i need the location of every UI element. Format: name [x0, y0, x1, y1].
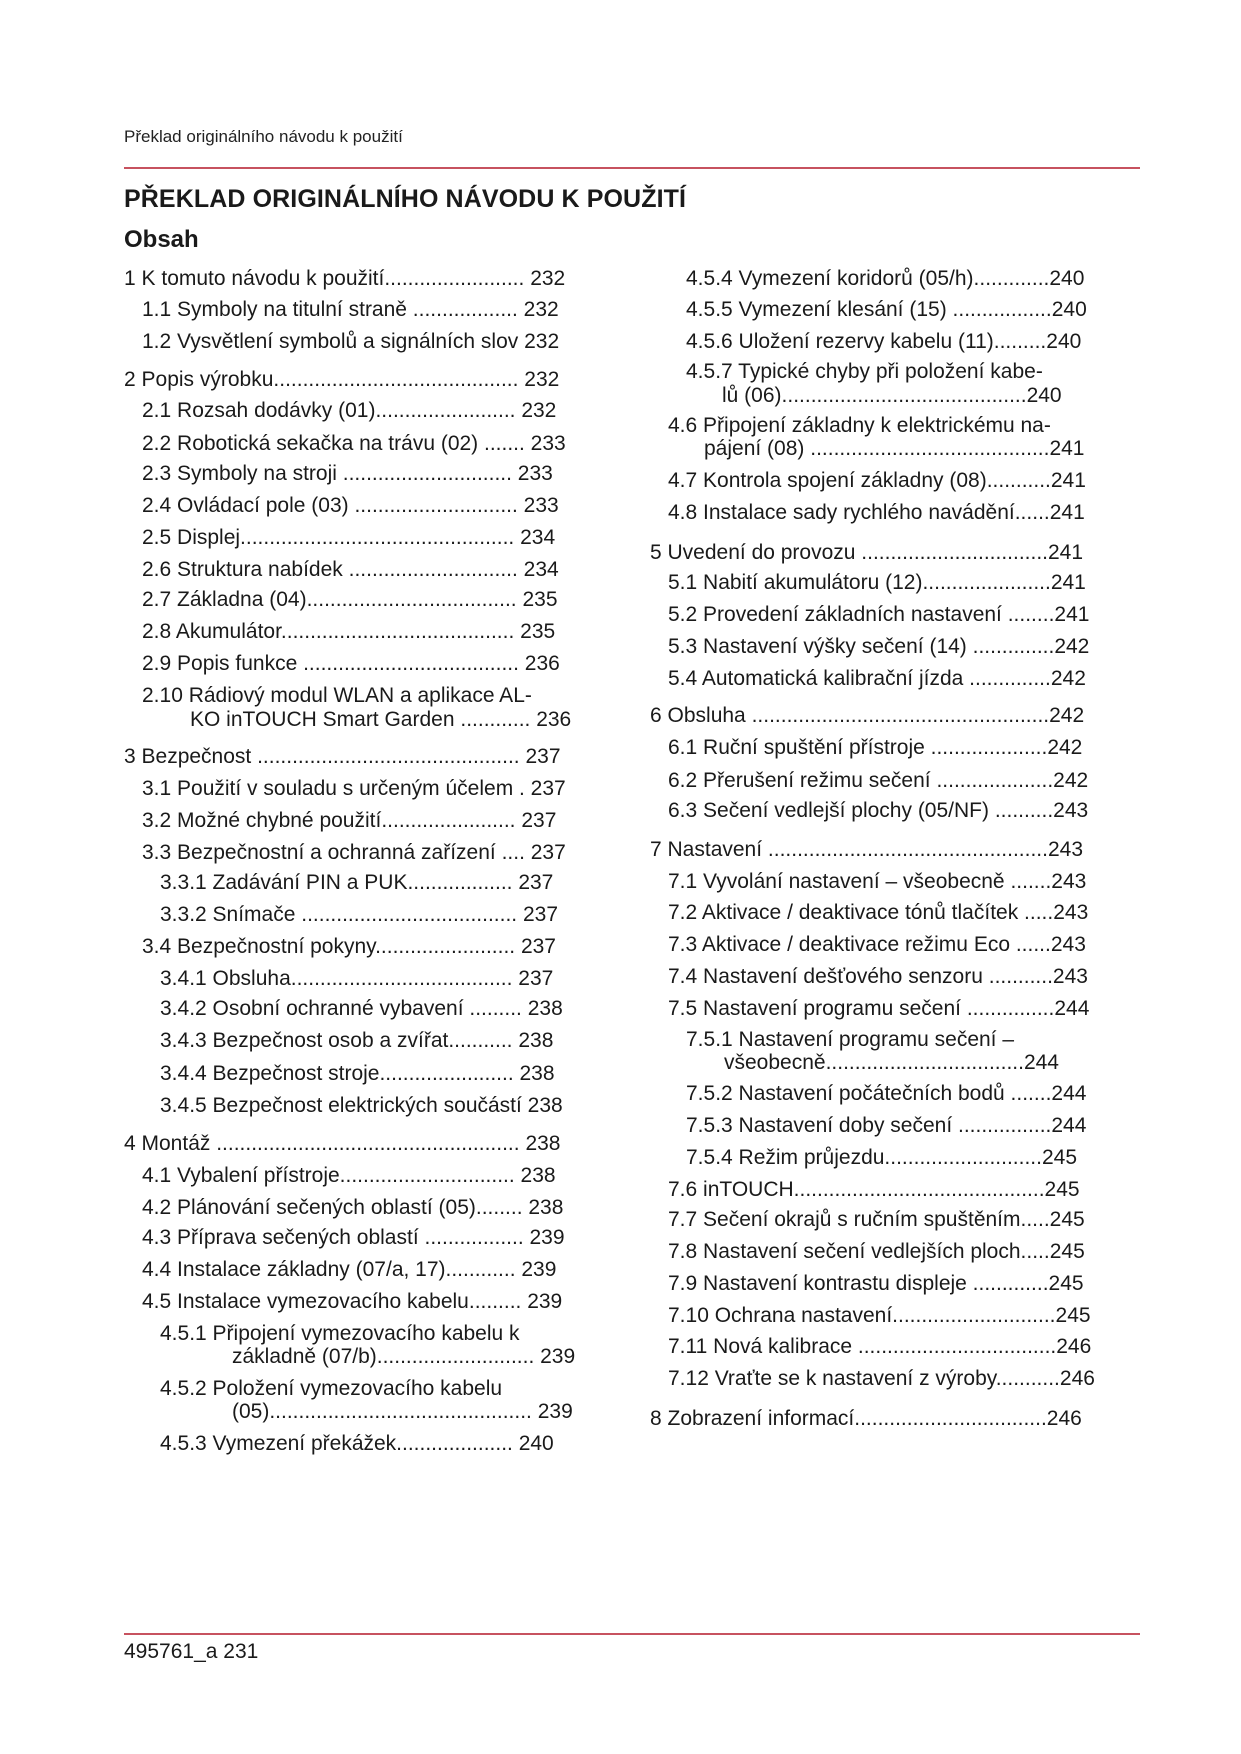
- toc_right-entry: 5.1 Nabití akumulátoru (12)......................241: [668, 571, 1086, 594]
- toc_right-entry: 5.2 Provedení základních nastavení ........241: [668, 603, 1090, 626]
- toc_right-entry: 5.3 Nastavení výšky sečení (14) ..............242: [668, 635, 1090, 658]
- toc_left-entry: 2.6 Struktura nabídek ............................. 234: [142, 558, 559, 581]
- toc_left-entry: 3.4.5 Bezpečnost elektrických součástí 238: [160, 1094, 563, 1117]
- toc_left-entry: 4.5 Instalace vymezovacího kabelu......... 239: [142, 1290, 563, 1313]
- toc_right-entry: 7.5 Nastavení programu sečení ...............244: [668, 997, 1090, 1020]
- toc_left-entry: 4.3 Příprava sečených oblastí ................. 239: [142, 1226, 565, 1249]
- toc_left-entry: 2.2 Robotická sekačka na trávu (02) ....... 233: [142, 432, 566, 455]
- toc_right-entry: 4.8 Instalace sady rychlého navádění......241: [668, 501, 1085, 524]
- toc_right-entry: 6.2 Přerušení režimu sečení ....................242: [668, 769, 1089, 792]
- toc_right-entry: 7.11 Nová kalibrace ..................................246: [668, 1335, 1092, 1358]
- toc_right-entry: 4.5.7 Typické chyby při položení kabe-: [686, 360, 1043, 383]
- toc_right-entry: 7.5.1 Nastavení programu sečení –: [686, 1028, 1015, 1051]
- toc_right-entry: 7.12 Vraťte se k nastavení z výroby...........246: [668, 1367, 1095, 1390]
- toc_right-entry: 4.7 Kontrola spojení základny (08)...........241: [668, 469, 1086, 492]
- toc_right-entry: 7.10 Ochrana nastavení............................245: [668, 1304, 1091, 1327]
- toc_right-entry: 4.6 Připojení základny k elektrickému na-: [668, 414, 1051, 437]
- toc_left-entry: 4.5.1 Připojení vymezovacího kabelu k: [160, 1322, 520, 1345]
- toc_right-entry: 7.1 Vyvolání nastavení – všeobecně .......243: [668, 870, 1087, 893]
- toc_left-entry: 3.3.1 Zadávání PIN a PUK.................. 237: [160, 871, 554, 894]
- toc_left-entry: 1 K tomuto návodu k použití........................ 232: [124, 267, 566, 290]
- toc_left-entry: 4.5.3 Vymezení překážek.................... 240: [160, 1432, 554, 1455]
- toc_left-entry: 2.3 Symboly na stroji ............................. 233: [142, 462, 553, 485]
- toc-heading: Obsah: [124, 226, 199, 253]
- toc_right-entry: 7.5.3 Nastavení doby sečení ................244: [686, 1114, 1087, 1137]
- toc_left-entry: 3.2 Možné chybné použití....................... 237: [142, 809, 557, 832]
- toc_left-entry: 2.8 Akumulátor........................................ 235: [142, 620, 556, 643]
- toc_right-entry: 8 Zobrazení informací.................................246: [650, 1407, 1082, 1430]
- toc_right-entry: 7.3 Aktivace / deaktivace režimu Eco ......243: [668, 933, 1086, 956]
- toc_left-entry: 3.3.2 Snímače ..................................... 237: [160, 903, 558, 926]
- toc_left-entry: 3.4.3 Bezpečnost osob a zvířat........... 238: [160, 1029, 554, 1052]
- toc_left-entry: 4.4 Instalace základny (07/a, 17)............ 239: [142, 1258, 557, 1281]
- toc_right-entry: 4.5.5 Vymezení klesání (15) .................240: [686, 298, 1087, 321]
- toc_right-entry: lů (06)..........................................240: [722, 384, 1062, 407]
- toc_left-entry: 2.1 Rozsah dodávky (01)........................ 232: [142, 399, 557, 422]
- toc_right-entry: 7.5.2 Nastavení počátečních bodů .......244: [686, 1082, 1087, 1105]
- toc_right-entry: 4.5.6 Uložení rezervy kabelu (11).........240: [686, 330, 1082, 353]
- toc_right-entry: 6.1 Ruční spuštění přístroje ....................242: [668, 736, 1083, 759]
- toc_right-entry: 7.4 Nastavení dešťového senzoru ...........243: [668, 965, 1088, 988]
- toc_left-entry: (05)............................................. 239: [232, 1400, 573, 1423]
- toc_right-entry: 5 Uvedení do provozu ................................241: [650, 541, 1084, 564]
- toc_left-entry: 1.1 Symboly na titulní straně .................. 232: [142, 298, 559, 321]
- toc_right-entry: 7.2 Aktivace / deaktivace tónů tlačítek .....243: [668, 901, 1089, 924]
- toc_left-entry: 3 Bezpečnost ............................................. 237: [124, 745, 561, 768]
- toc_right-entry: 7.8 Nastavení sečení vedlejších ploch.....245: [668, 1240, 1085, 1263]
- toc_left-entry: 2.5 Displej............................................... 234: [142, 526, 556, 549]
- toc_left-entry: 1.2 Vysvětlení symbolů a signálních slov 232: [142, 330, 560, 353]
- toc_right-entry: 7.7 Sečení okrajů s ručním spuštěním.....245: [668, 1208, 1085, 1231]
- toc_right-entry: 6.3 Sečení vedlejší plochy (05/NF) ..........243: [668, 799, 1089, 822]
- toc_left-entry: základně (07/b)........................... 239: [232, 1345, 576, 1368]
- document-title: PŘEKLAD ORIGINÁLNÍHO NÁVODU K POUŽITÍ: [124, 185, 687, 213]
- toc_left-entry: 2.7 Základna (04).................................... 235: [142, 588, 558, 611]
- toc_left-entry: 2 Popis výrobku.......................................... 232: [124, 368, 560, 391]
- toc_left-entry: 2.10 Rádiový modul WLAN a aplikace AL-: [142, 684, 532, 707]
- toc_right-entry: 7.6 inTOUCH...........................................245: [668, 1178, 1080, 1201]
- toc_left-entry: 4.2 Plánování sečených oblastí (05)........ 238: [142, 1196, 564, 1219]
- toc_left-entry: 3.4.1 Obsluha...................................... 237: [160, 967, 554, 990]
- toc_left-entry: 3.4.4 Bezpečnost stroje....................... 238: [160, 1062, 555, 1085]
- toc_right-entry: 7 Nastavení ................................................243: [650, 838, 1083, 861]
- toc_left-entry: 2.9 Popis funkce ..................................... 236: [142, 652, 560, 675]
- footer-rule: [124, 1633, 1140, 1635]
- toc_left-entry: KO inTOUCH Smart Garden ............ 236: [190, 708, 572, 731]
- toc_left-entry: 4.5.2 Položení vymezovacího kabelu: [160, 1377, 503, 1400]
- toc_left-entry: 3.4.2 Osobní ochranné vybavení ......... 238: [160, 997, 563, 1020]
- toc_left-entry: 4 Montáž .................................................... 238: [124, 1132, 561, 1155]
- running-header: Překlad originálního návodu k použití: [124, 127, 403, 146]
- toc_left-entry: 3.3 Bezpečnostní a ochranná zařízení .... 237: [142, 841, 566, 864]
- toc_right-entry: 5.4 Automatická kalibrační jízda ..............242: [668, 667, 1086, 690]
- toc_left-entry: 4.1 Vybalení přístroje.............................. 238: [142, 1164, 556, 1187]
- toc_right-entry: pájení (08) .........................................241: [704, 437, 1085, 460]
- toc_left-entry: 3.1 Použití v souladu s určeným účelem . 237: [142, 777, 566, 800]
- toc_right-entry: 6 Obsluha ...................................................242: [650, 704, 1085, 727]
- toc_right-entry: 7.9 Nastavení kontrastu displeje .............245: [668, 1272, 1084, 1295]
- toc_left-entry: 2.4 Ovládací pole (03) ............................ 233: [142, 494, 559, 517]
- toc_left-entry: 3.4 Bezpečnostní pokyny........................ 237: [142, 935, 556, 958]
- toc_right-entry: 4.5.4 Vymezení koridorů (05/h).............240: [686, 267, 1085, 290]
- footer-page-code: 495761_a 231: [124, 1640, 259, 1663]
- header-rule: [124, 167, 1140, 169]
- toc_right-entry: všeobecně..................................244: [724, 1051, 1059, 1074]
- toc_right-entry: 7.5.4 Režim průjezdu...........................245: [686, 1146, 1078, 1169]
